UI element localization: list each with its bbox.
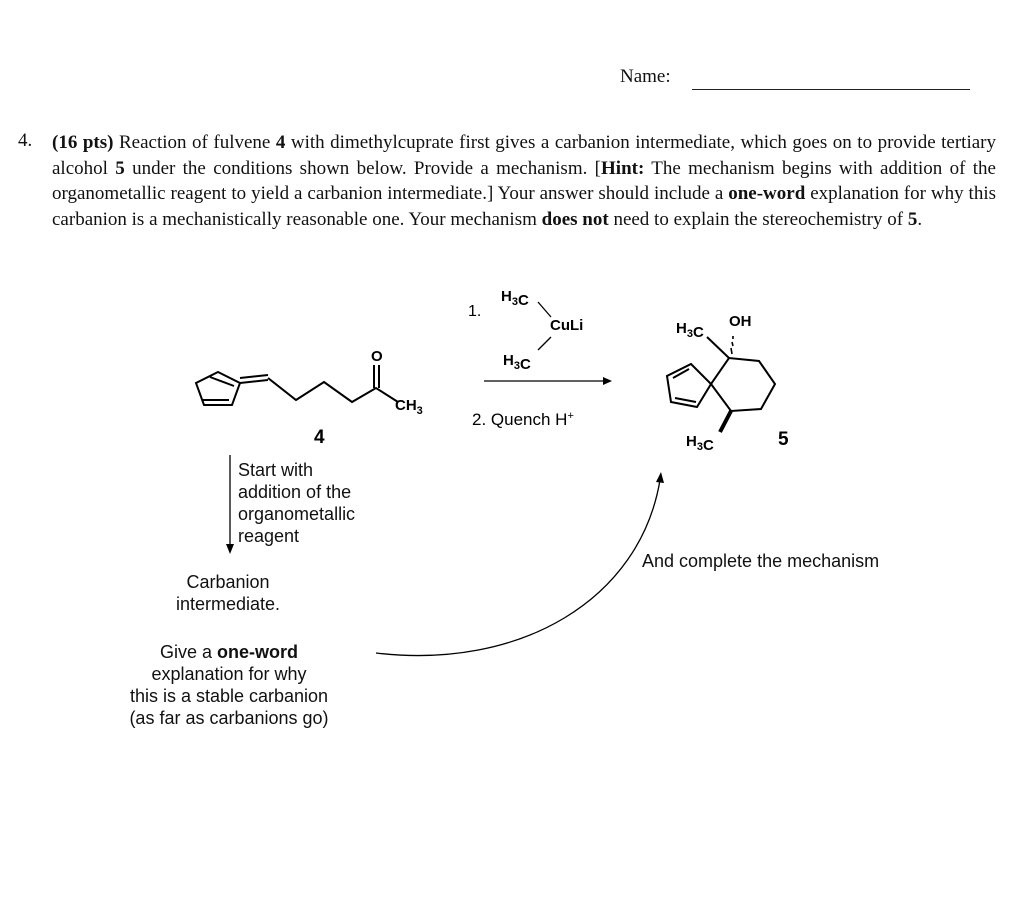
complete-mechanism-label: And complete the mechanism xyxy=(642,551,880,571)
product-methyl-top: $H_3C$ xyxy=(676,320,704,341)
spiro-product-structure-5 xyxy=(667,336,775,432)
explanation-prompt: Give a one-word explanation for why this is a stable carbanion (as far as carbanions go) xyxy=(129,642,329,728)
compound-4-label: 4 xyxy=(314,427,325,448)
cuprate-label: CuLi xyxy=(550,317,584,334)
cuprate-methyl-bottom: $H_3C$ xyxy=(503,352,531,373)
points-label: (16 pts) xyxy=(52,132,114,153)
name-label: Name: xyxy=(620,66,671,87)
hint-label: Hint: xyxy=(601,157,645,179)
down-arrow xyxy=(226,455,234,554)
step-2-quench: 2. Quench H+ xyxy=(472,410,574,429)
carbonyl-oxygen: O xyxy=(371,348,383,365)
cuprate-methyl-top: $H_3C$ xyxy=(501,288,529,309)
curved-arrow xyxy=(376,472,664,656)
reaction-arrow xyxy=(484,377,612,385)
question-number: 4. xyxy=(18,130,33,151)
compound-5-label: 5 xyxy=(778,429,789,450)
hydroxyl-label: OH xyxy=(729,313,752,330)
step-1-number: 1. xyxy=(468,303,482,320)
down-arrow-label: Start with addition of the organometallic reagent xyxy=(238,460,356,546)
intermediate-label: Carbanion intermediate. xyxy=(175,572,281,614)
methyl-label-4: $CH_3$ xyxy=(395,397,423,417)
fulvene-structure-4 xyxy=(196,365,398,405)
question-text: (16 pts) Reaction of fulvene 4 with dimethylcuprate first gives a carbanion intermediate, which goes on to provide tertiary alcohol 5 under the conditions shown below. Provide a mechanism. [Hint: The mechanism begins with addition of the organometallic reagent to yield a carbanion intermediate.] Your answer should include a one-word explanation for why this carbanion is a mechanistically reasonable one. Your mechanism does not need to explain the stereochemistry of 5. xyxy=(52,132,997,230)
product-methyl-bottom: $H_3C$ xyxy=(686,433,714,454)
name-blank-line[interactable] xyxy=(692,89,970,90)
